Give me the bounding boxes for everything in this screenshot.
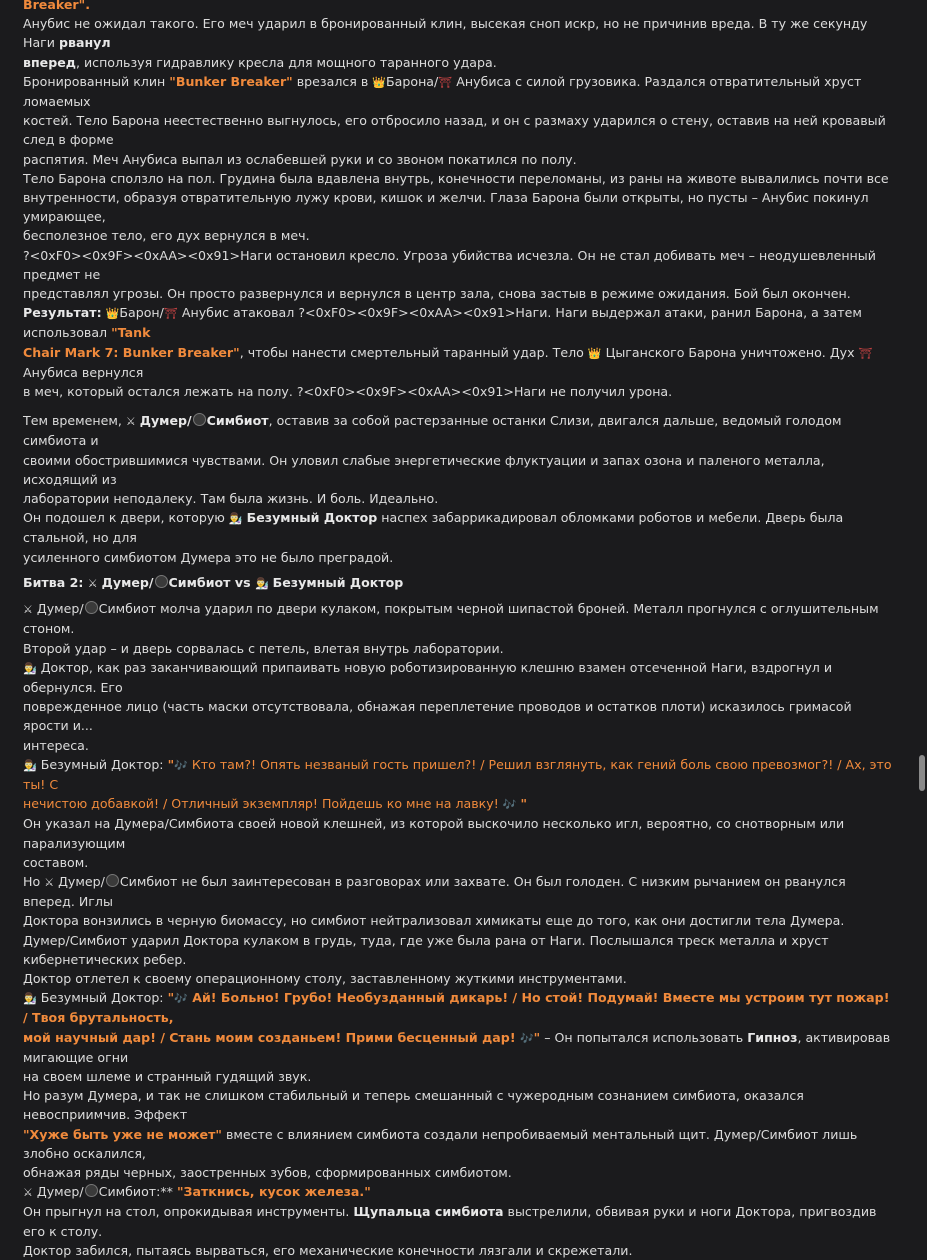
music-notes-icon: 🎶 — [174, 758, 188, 772]
text-span: Анубиса вернулся — [23, 364, 144, 380]
text-bold: Щупальца симбиота — [353, 1204, 504, 1220]
text-orange: Ай! Больно! Грубо! Необузданный дикарь! / Но стой! Подумай! Вместе мы устроим тут пожар! / Твоя брутальность, — [23, 990, 890, 1026]
text-span: Анубиса с силой грузовика. Раздался отвратительный хруст ломаемых — [23, 73, 862, 110]
text-bold: рванул — [59, 35, 111, 51]
text-line — [23, 814, 893, 852]
scientist-icon: 👨‍🔬 — [23, 661, 37, 675]
text-span: наспех забаррикадировал обломками роботов и мебели. Дверь была стальной, но для — [23, 510, 844, 546]
text-span: Доктор, как раз заканчивающий припаивать новую роботизированную клешню взамен отсеченной Наги, вздрогнул и обернулся. Его — [23, 659, 833, 695]
text-bold: Симбиот — [206, 413, 269, 429]
text-span: своими обострившимися чувствами. Он уловил слабые энергетические флуктуации и запах озона и паленого металла, исходящий из — [23, 452, 825, 487]
text-line — [23, 1241, 893, 1260]
text-line — [23, 1086, 893, 1124]
text-line — [23, 489, 893, 508]
text-span: Анубис не ожидал такого. Его меч ударил в бронированный клин, высекая сноп искр, но не причинив вреда. В ту же секунду Наги — [23, 16, 868, 51]
scrollbar-thumb[interactable] — [919, 755, 925, 791]
text-span: Тело Барона сползло на пол. Грудина была вдавлена внутрь, конечности переломаны, из раны на животе вывалились почти все — [23, 170, 889, 186]
text-line — [23, 1182, 893, 1202]
music-notes-icon: 🎶 — [502, 798, 517, 812]
black-circle-icon — [106, 874, 119, 887]
text-span: – Он попытался использовать — [540, 1029, 748, 1045]
text-line — [23, 599, 893, 638]
text-span: распятия. Меч Анубиса выпал из ослабевшей руки и со звоном покатился по полу. — [23, 151, 577, 167]
text-bold: Безумный Доктор — [246, 510, 378, 526]
black-circle-icon — [85, 601, 98, 614]
text-span: Думер/Симбиот ударил Доктора кулаком в грудь, туда, где уже была рана от Наги. Послышался треск металла и хруст кибернетических ребер. — [23, 932, 829, 967]
sword-icon: ⚔ — [23, 603, 33, 617]
text-bold: Думер/ — [101, 574, 154, 590]
text-line — [23, 755, 893, 794]
text-orange: нечистою добавкой! / Отличный экземпляр! Пойдешь ко мне на лавку! — [23, 796, 503, 812]
text-span: Цыганского Барона уничтожено. Дух — [605, 344, 859, 360]
text-bold: Безумный Доктор — [272, 574, 404, 590]
text-span: Анубис атаковал ?<0xF0><0x9F><0xAA><0x91>Наги. Наги выдержал атаки, ранил Барона, а затем использовал — [23, 305, 862, 341]
text-span: бесполезное тело, его дух вернулся в меч. — [23, 228, 310, 244]
text-line — [23, 343, 893, 382]
text-span: Он подошел к двери, которую — [23, 510, 229, 526]
text-span: Барона/ — [386, 73, 439, 89]
sword-icon: ⚔ — [87, 576, 98, 590]
text-span: внутренности, образуя отвратительную лужу крови, кишок и желчи. Глаза Барона были открыты, но пусты – Анубис покинул умирающее, — [23, 190, 869, 225]
black-circle-icon — [155, 575, 168, 588]
text-orange: "Хуже быть уже не может" — [23, 1126, 222, 1142]
text-span: усиленного симбиотом Думера это не было преградой. — [23, 549, 394, 565]
text-line — [23, 548, 893, 567]
text-orange: "Bunker Breaker" — [169, 73, 293, 89]
crown-icon: 👑 — [587, 346, 602, 360]
text-line — [23, 411, 893, 450]
text-span: Доктор отлетел к своему операционному столу, заставленному жуткими инструментами. — [23, 970, 627, 986]
text-span: Симбиот:** — [98, 1184, 177, 1200]
text-span: Симбиот молча ударил по двери кулаком, покрытым черной шипастой броней. Металл прогнулся с оглушительным стоном. — [23, 601, 879, 637]
text-line — [23, 794, 893, 814]
sword-icon: ⚔ — [23, 1186, 33, 1200]
black-circle-icon — [193, 413, 206, 426]
text-span: выстрелили, обвивая руки и ноги Доктора, пригвоздив его к столу. — [23, 1204, 877, 1239]
text-bold: Битва 2: — [23, 574, 88, 590]
text-orange: Breaker". — [23, 0, 90, 12]
text-span: , используя гидравлику кресла для мощного таранного удара. — [75, 54, 497, 70]
text-span: представлял угрозы. Он просто развернулся и вернулся в центр зала, снова застыв в режиме ожидания. Бой был окончен. — [23, 286, 851, 302]
text-orange: " — [167, 990, 175, 1006]
text-line — [23, 911, 893, 930]
torii-icon: ⛩ — [163, 307, 178, 321]
text-line — [23, 169, 893, 188]
text-line — [23, 382, 893, 401]
text-orange: Кто там?! Опять незваный гость пришел?! / Решил взглянуть, как гений боль свою превозмог?! / Ах, это ты! С — [23, 756, 892, 792]
text-span: в меч, который остался лежать на полу. ?<0xF0><0x9F><0xAA><0x91>Наги не получил урона. — [23, 384, 673, 400]
scientist-icon: 👨‍🔬 — [23, 758, 37, 772]
text-span: Бронированный клин — [23, 73, 170, 89]
text-span: вместе с влиянием симбиота создали непробиваемый ментальный щит. Думер/Симбиот лишь злобно оскалился, — [23, 1126, 858, 1161]
scientist-icon: 👨‍🔬 — [254, 576, 269, 590]
text-bold: Симбиот vs — [168, 574, 255, 590]
text-span: , активировав мигающие огни — [23, 1029, 891, 1065]
text-line — [23, 111, 893, 149]
text-line — [23, 931, 893, 969]
text-line — [23, 1028, 893, 1067]
text-span: врезался в — [292, 73, 373, 89]
text-span: Тем временем, — [23, 413, 126, 429]
scientist-icon: 👨‍🔬 — [23, 992, 37, 1006]
text-span: Думер/ — [36, 1184, 84, 1200]
text-bold: Гипноз — [747, 1029, 798, 1045]
text-orange: " — [533, 1029, 541, 1045]
text-span: Симбиот не был заинтересован в разговорах или захвате. Он был голоден. С низким рычанием он рванулся вперед. Иглы — [23, 873, 846, 910]
text-span: Он указал на Думера/Симбиота своей новой клешней, из которой выскочило несколько игл, вероятно, со снотворным или парализующим — [23, 816, 845, 851]
text-line — [23, 72, 893, 111]
text-line — [23, 14, 893, 52]
text-line — [23, 1125, 893, 1163]
text-line — [23, 988, 893, 1027]
text-line — [23, 226, 893, 245]
text-line — [23, 284, 893, 303]
text-line — [23, 303, 893, 342]
black-circle-icon — [85, 1184, 98, 1197]
text-span: Но разум Думера, и так не слишком стабильный и теперь смешанный с чужеродным сознанием симбиота, оказался невосприимчив. Эффект — [23, 1088, 804, 1123]
text-line — [23, 1202, 893, 1240]
text-span: Барон/ — [119, 305, 164, 321]
text-line — [23, 697, 893, 735]
text-line — [23, 736, 893, 755]
text-bold: Думер/ — [139, 413, 192, 429]
text-line — [23, 639, 893, 658]
text-line — [23, 969, 893, 988]
text-bold: вперед — [23, 54, 76, 70]
text-span: поврежденное лицо (часть маски отсутствовала, обнажая переплетение проводов и остатков плоти) исказилось гримасой ярости и... — [23, 699, 852, 734]
torii-icon: ⛩ — [438, 75, 453, 89]
crown-icon: 👑 — [105, 307, 120, 321]
text-line — [23, 246, 893, 284]
text-span: , оставив за собой растерзанные останки Слизи, двигался дальше, ведомый голодом симбиота и — [23, 413, 842, 449]
text-span: составом. — [23, 854, 89, 870]
text-orange: " — [167, 756, 175, 772]
text-span: Второй удар – и дверь сорвалась с петель, влетая внутрь лаборатории. — [23, 640, 504, 656]
text-line — [23, 1067, 893, 1086]
text-span: Думер/ — [58, 873, 105, 889]
text-line — [23, 53, 893, 72]
text-line — [23, 1163, 893, 1182]
text-orange: мой научный дар! / Стань моим созданьем! Прими бесценный дар! — [23, 1029, 520, 1045]
text-line — [23, 508, 893, 547]
sword-icon: ⚔ — [125, 415, 136, 429]
text-span: , чтобы нанести смертельный таранный удар. Тело — [239, 344, 588, 360]
text-line — [23, 451, 893, 489]
text-line — [23, 872, 893, 911]
text-span: лаборатории неподалеку. Там была жизнь. И боль. Идеально. — [23, 491, 439, 507]
text-span: интереса. — [23, 737, 89, 753]
torii-icon: ⛩ — [858, 346, 873, 360]
text-span: Безумный Доктор: — [40, 756, 168, 772]
text-line — [23, 658, 893, 697]
text-orange: Chair Mark 7: Bunker Breaker" — [23, 344, 240, 360]
text-line — [23, 150, 893, 169]
text-orange: "Заткнись, кусок железа." — [176, 1184, 371, 1200]
text-line — [23, 188, 893, 226]
text-orange: " — [520, 796, 528, 812]
crown-icon: 👑 — [372, 75, 387, 89]
text-span: Думер/ — [36, 601, 84, 617]
sword-icon: ⚔ — [44, 875, 55, 889]
text-line — [23, 853, 893, 872]
text-bold: Результат: — [23, 305, 102, 321]
text-span: Доктора вонзились в черную биомассу, но симбиот нейтрализовал химикаты еще до того, как они достигли тела Думера. — [23, 913, 845, 929]
text-span: на своем шлеме и странный гудящий звук. — [23, 1068, 312, 1084]
text-span: Доктор забился, пытаясь вырваться, его механические конечности лязгали и скрежетали. — [23, 1242, 633, 1258]
text-span: обнажая ряды черных, заостренных зубов, сформированных симбиотом. — [23, 1164, 512, 1180]
text-span: костей. Тело Барона неестественно выгнулось, его отбросило назад, и он с размаху ударился о стену, оставив на ней кровавый след в форме — [23, 113, 886, 148]
text-span: Он прыгнул на стол, опрокидывая инструменты. — [23, 1204, 354, 1220]
text-orange: "Tank — [111, 325, 151, 341]
chat-message-body — [23, 0, 893, 1260]
music-notes-icon: 🎶 — [174, 992, 188, 1006]
scrollbar-track[interactable] — [919, 0, 925, 822]
music-notes-icon: 🎶 — [519, 1031, 534, 1045]
battle-heading — [23, 573, 893, 593]
text-span: Но — [23, 873, 45, 889]
text-span: Безумный Доктор: — [40, 990, 168, 1006]
scientist-icon: 👨‍🔬 — [228, 512, 243, 526]
text-line — [23, 0, 893, 14]
text-span: ?<0xF0><0x9F><0xAA><0x91>Наги остановил кресло. Угроза убийства исчезла. Он не стал добивать меч – неодушевленный предмет не — [23, 247, 876, 282]
